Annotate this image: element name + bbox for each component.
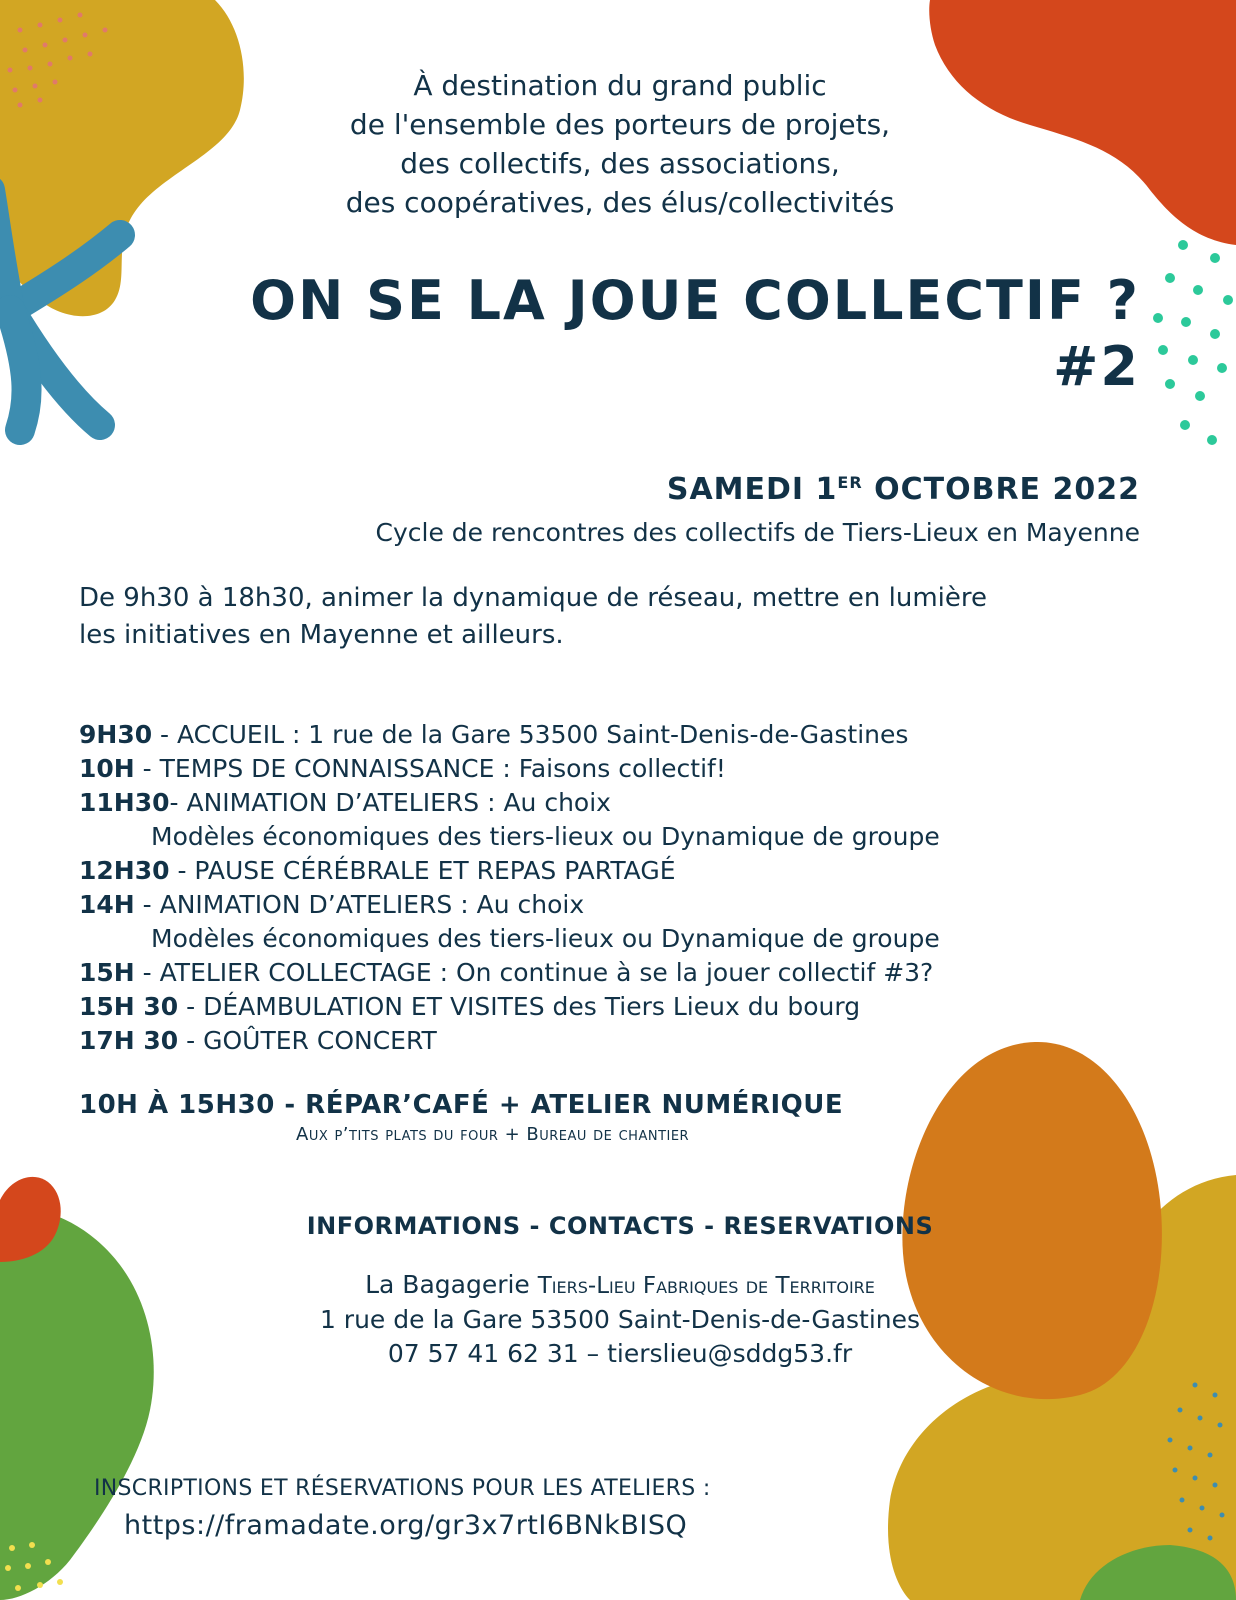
- schedule-time: 17H 30: [79, 1026, 179, 1055]
- schedule-item: [79, 1024, 940, 1058]
- schedule-text: - ACCUEIL : 1 rue de la Gare 53500 Saint-Denis-de-Gastines: [152, 720, 909, 749]
- inscriptions-label: INSCRIPTIONS ET RÉSERVATIONS POUR LES ATELIERS :: [94, 1476, 711, 1501]
- contact-address: 1 rue de la Gare 53500 Saint-Denis-de-Gastines: [319, 1305, 921, 1334]
- mustard-blob-top-left: [0, 0, 244, 316]
- framadate-link[interactable]: https://framadate.org/gr3x7rtI6BNkBISQ: [124, 1510, 688, 1541]
- audience-block: [250, 66, 990, 222]
- date-prefix: SAMEDI 1: [666, 472, 838, 507]
- schedule-text: - PAUSE CÉRÉBRALE ET REPAS PARTAGÉ: [169, 856, 676, 885]
- schedule-text: - ATELIER COLLECTAGE : On continue à se la jouer collectif #3?: [134, 958, 934, 987]
- event-date: [667, 472, 1140, 507]
- schedule-text: - TEMPS DE CONNAISSANCE : Faisons collectif!: [134, 754, 726, 783]
- schedule-time: 10H: [79, 754, 135, 783]
- repair-cafe-subtitle: Aux p’tits plats du four + Bureau de chantier: [296, 1124, 690, 1145]
- schedule-item: [79, 956, 940, 990]
- schedule-item: [79, 718, 940, 752]
- schedule-text: - ANIMATION D’ATELIERS : Au choix: [134, 890, 585, 919]
- org-subtitle: Tiers-Lieu Fabriques de Territoire: [537, 1273, 875, 1299]
- schedule-item: [79, 922, 940, 956]
- date-superscript: ER: [837, 473, 863, 492]
- teal-dots-right: [1153, 240, 1233, 445]
- schedule-time: 15H: [79, 958, 135, 987]
- schedule-time: 9H30: [79, 720, 153, 749]
- schedule-item: [79, 854, 940, 888]
- cycle-subtitle: Cycle de rencontres des collectifs de Tiers-Lieux en Mayenne: [375, 518, 1140, 547]
- title-line-2: #2: [1053, 335, 1140, 398]
- schedule-item: [79, 820, 940, 854]
- schedule-text: Modèles économiques des tiers-lieux ou Dynamique de groupe: [151, 822, 940, 851]
- intro-line: les initiatives en Mayenne et ailleurs.: [79, 620, 564, 650]
- contact-block: [220, 1268, 1020, 1371]
- schedule-item: [79, 786, 940, 820]
- event-title: [250, 268, 1140, 400]
- audience-line: de l'ensemble des porteurs de projets,: [349, 108, 891, 141]
- schedule: [79, 718, 940, 1058]
- schedule-time: 11H30: [79, 788, 170, 817]
- schedule-item: [79, 752, 940, 786]
- green-blob-bottom-left: [0, 1209, 154, 1600]
- intro-text: [79, 580, 987, 654]
- audience-line: des coopératives, des élus/collectivités: [345, 186, 895, 219]
- intro-line: De 9h30 à 18h30, animer la dynamique de réseau, mettre en lumière: [79, 583, 988, 613]
- schedule-item: [79, 888, 940, 922]
- repair-cafe-title: 10H À 15H30 - RÉPAR’CAFÉ + ATELIER NUMÉRIQUE: [79, 1090, 844, 1120]
- title-line-1: ON SE LA JOUE COLLECTIF ?: [250, 269, 1140, 332]
- schedule-time: 12H30: [79, 856, 170, 885]
- schedule-item: [79, 990, 940, 1024]
- contact-phone-email[interactable]: 07 57 41 62 31 – tierslieu@sddg53.fr: [387, 1339, 853, 1368]
- schedule-text: - GOÛTER CONCERT: [178, 1026, 437, 1055]
- schedule-time: 14H: [79, 890, 135, 919]
- schedule-text: Modèles économiques des tiers-lieux ou Dynamique de groupe: [151, 924, 940, 953]
- contact-org: [220, 1268, 1020, 1303]
- info-heading: INFORMATIONS - CONTACTS - RESERVATIONS: [306, 1212, 934, 1240]
- schedule-text: - ANIMATION D’ATELIERS : Au choix: [169, 788, 611, 817]
- schedule-time: 15H 30: [79, 992, 179, 1021]
- date-suffix: OCTOBRE 2022: [862, 472, 1140, 507]
- audience-line: des collectifs, des associations,: [400, 147, 840, 180]
- audience-line: À destination du grand public: [413, 69, 827, 102]
- schedule-text: - DÉAMBULATION ET VISITES des Tiers Lieux du bourg: [178, 992, 861, 1021]
- org-name: La Bagagerie: [365, 1270, 538, 1299]
